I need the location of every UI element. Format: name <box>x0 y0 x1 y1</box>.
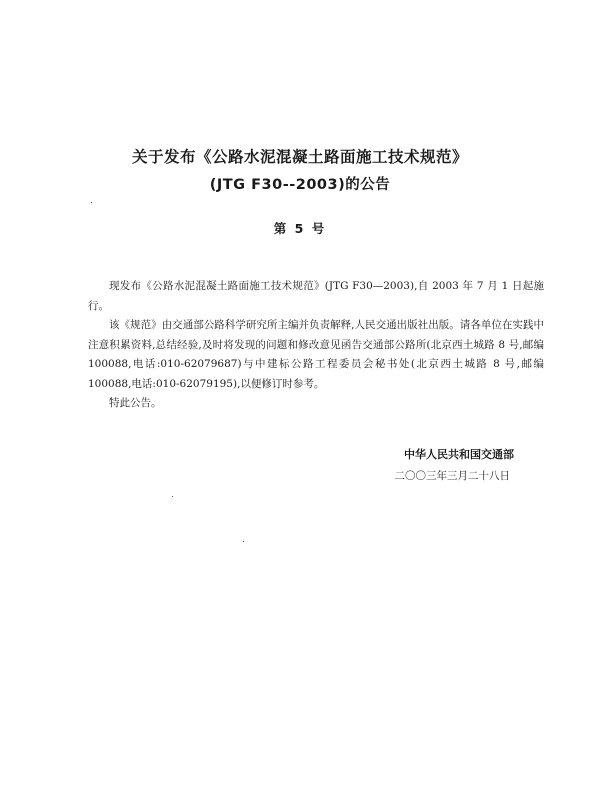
paragraph-closing: 特此公告。 <box>109 397 162 409</box>
paragraph-release: 现发布《公路水泥混凝土路面施工技术规范》(JTG F30—2003),自 2003 年 7 月 1 日起施行。 <box>88 280 544 312</box>
announcement-title: 关于发布《公路水泥混凝土路面施工技术规范》 <box>131 148 468 166</box>
issue-date: 二〇〇三年三月二十八日 <box>394 470 510 482</box>
paragraph-instructions: 该《规范》由交通部公路科学研究所主编并负责解释,人民交通出版社出版。请各单位在实践中注意积累资料,总结经验,及时将发现的问题和修改意见函告交通部公路所(北京西土城路 8 号,邮编 100088,电话:010-62079687)与中建标公路工程委员会秘书处(北京西土城路 8 号,邮编 100088,电话:010-62079195),以便修订时参考。 <box>88 319 544 390</box>
announcement-subtitle: (JTG F30--2003)的公告 <box>209 177 391 193</box>
issuer-signature: 中华人民共和国交通部 <box>404 448 514 461</box>
scan-speck <box>172 496 173 497</box>
scan-speck <box>243 541 244 542</box>
announcement-body <box>88 277 544 414</box>
issue-number: 第 5 号 <box>273 221 327 236</box>
scan-speck <box>91 202 92 203</box>
